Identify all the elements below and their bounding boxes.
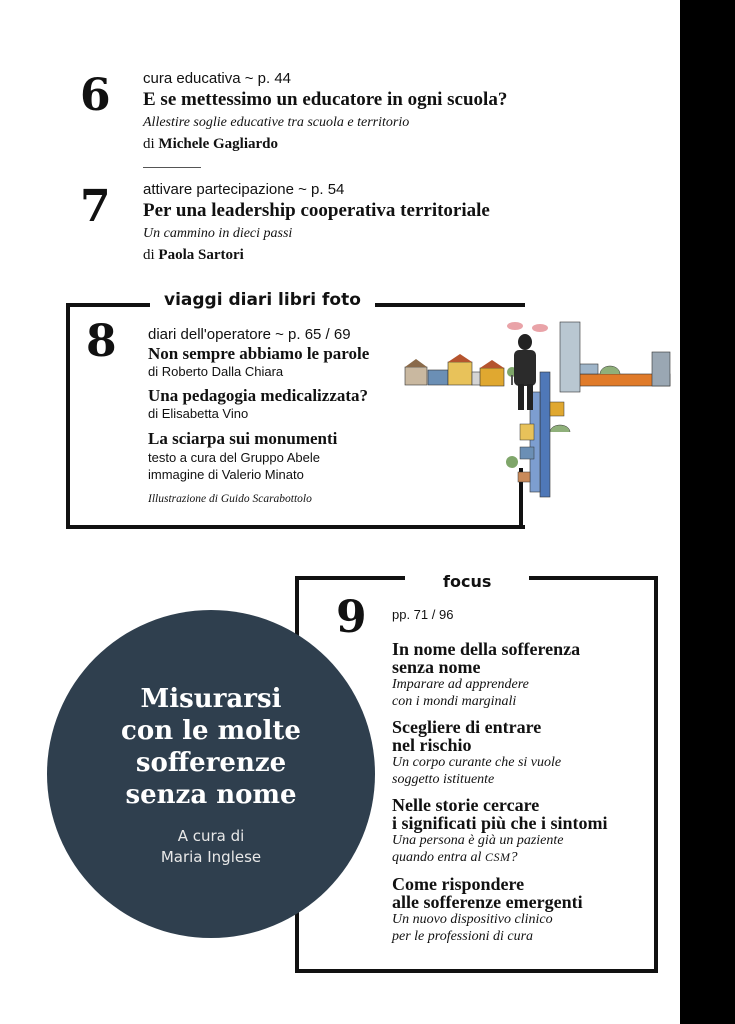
- section9-number: 9: [336, 592, 367, 643]
- circle-title-line: sofferenze: [135, 748, 287, 778]
- item6-category: cura educativa ~ p. 44: [143, 70, 292, 87]
- focus-item-3-title-line1: Nelle storie cercare: [392, 795, 540, 815]
- circle-editor: [47, 826, 375, 868]
- sub2-post: ?: [510, 850, 518, 865]
- focus-item-1-sub-line1: Imparare ad apprendere: [392, 677, 529, 692]
- item6-title[interactable]: E se mettessimo un educatore in ogni scuola?: [143, 89, 508, 110]
- item7-byline: [143, 247, 244, 264]
- horizontal-houses: [405, 352, 670, 386]
- item6-byline: [143, 136, 278, 153]
- focus-item-1-title-line2: senza nome: [392, 657, 481, 677]
- circle-title: [47, 683, 375, 811]
- section9-pages: pp. 71 / 96: [392, 607, 454, 622]
- focus-item-2-title-line2: nel rischio: [392, 735, 472, 755]
- section8-item2-byline: di Elisabetta Vino: [148, 406, 249, 421]
- focus-item-2-sub-line1: Un corpo curante che si vuole: [392, 755, 562, 770]
- focus-item-3-sub-line1: Una persona è già un paziente: [392, 833, 564, 848]
- focus-item-3-title-line2: i significati più che i sintomi: [392, 813, 608, 833]
- item6-number: 6: [80, 70, 111, 121]
- focus-item-4-title-line1: Come rispondere: [392, 874, 525, 894]
- item7-subtitle: Un cammino in dieci passi: [143, 226, 293, 241]
- focus-item-1[interactable]: [392, 640, 580, 710]
- focus-item-1-title-line1: In nome della sofferenza: [392, 639, 581, 659]
- csm-abbr: CSM: [484, 850, 511, 864]
- section8-item3-byline2: immagine di Valerio Minato: [148, 467, 304, 482]
- focus-item-2[interactable]: [392, 718, 561, 788]
- by-prefix: di: [143, 247, 155, 263]
- focus-item-3-sub-line2: [392, 849, 608, 866]
- page-edge-bar: [680, 0, 735, 1024]
- section8-number: 8: [86, 316, 117, 367]
- section8-item1-title[interactable]: Non sempre abbiamo le parole: [148, 344, 370, 363]
- circle-title-line: con le molte: [121, 716, 301, 746]
- focus-item-2-sub-line2: soggetto istituente: [392, 772, 495, 787]
- circle-editor-line: A cura di: [177, 827, 245, 845]
- item7-category: attivare partecipazione ~ p. 54: [143, 181, 345, 198]
- section8-category: diari dell'operatore ~ p. 65 / 69: [148, 326, 351, 343]
- by-prefix: di: [143, 136, 155, 152]
- illustration-credit: Illustrazione di Guido Scarabottolo: [148, 493, 312, 505]
- circle-title-line: Misurarsi: [140, 684, 282, 714]
- city-cross-illustration: [400, 312, 685, 502]
- item7-title[interactable]: Per una leadership cooperativa territoriale: [143, 200, 490, 221]
- standing-figure: [514, 334, 536, 410]
- focus-item-3[interactable]: [392, 796, 608, 866]
- item6-subtitle: Allestire soglie educative tra scuola e territorio: [143, 115, 410, 130]
- focus-item-1-sub-line2: con i mondi marginali: [392, 694, 517, 709]
- section8-item1-byline: di Roberto Dalla Chiara: [148, 364, 284, 379]
- item7-number: 7: [80, 181, 111, 232]
- section8-item3-title[interactable]: La sciarpa sui monumenti: [148, 429, 338, 448]
- pink-clouds: [507, 322, 548, 332]
- focus-item-4-sub-line2: per le professioni di cura: [392, 929, 534, 944]
- divider: [143, 167, 201, 168]
- focus-item-4-title-line2: alle sofferenze emergenti: [392, 892, 583, 912]
- sub2-pre: quando entra al: [392, 850, 485, 865]
- section8-item3-byline: testo a cura del Gruppo Abele: [148, 450, 321, 465]
- section8-label: viaggi diari libri foto: [150, 290, 375, 310]
- circle-title-line: senza nome: [125, 780, 297, 810]
- focus-item-4-sub-line1: Un nuovo dispositivo clinico: [392, 912, 553, 927]
- circle-editor-line: Maria Inglese: [160, 848, 262, 866]
- section9-label: focus: [405, 572, 529, 591]
- item7-author: Paola Sartori: [158, 247, 244, 263]
- focus-item-2-title-line1: Scegliere di entrare: [392, 717, 542, 737]
- section8-item2-title[interactable]: Una pedagogia medicalizzata?: [148, 386, 369, 405]
- item6-author: Michele Gagliardo: [158, 136, 278, 152]
- focus-item-4[interactable]: [392, 875, 583, 945]
